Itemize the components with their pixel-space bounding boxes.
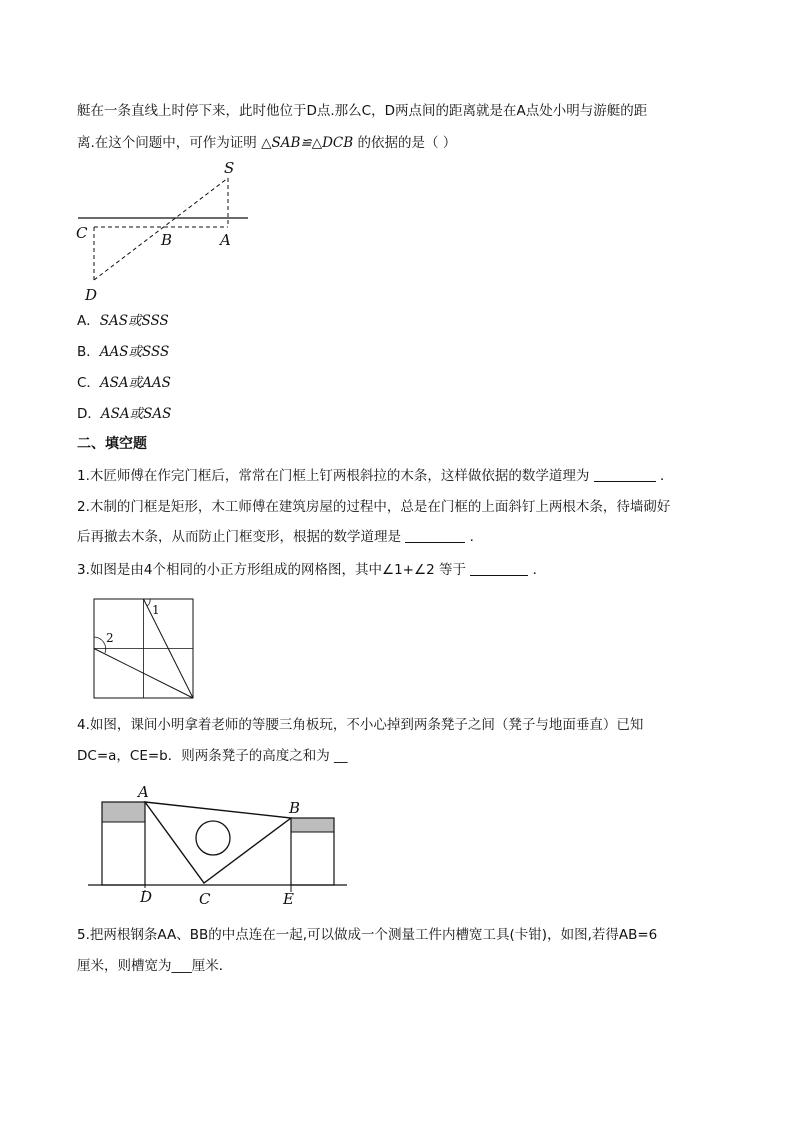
label-s: S <box>224 159 235 177</box>
question-3: 3.如图是由4个相同的小正方形组成的网格图，其中∠1+∠2 等于 ． <box>77 562 547 578</box>
segment-ds <box>94 178 228 280</box>
question-2-line2: 后再撤去木条，从而防止门框变形，根据的数学道理是 ． <box>77 529 484 545</box>
question-5-line1: 5.把两根钢条AA、BB的中点连在一起,可以做成一个测量工件内槽宽工具(卡钳)，如图,若得AB=6 <box>77 927 658 943</box>
triangle-board <box>145 802 291 883</box>
answer-blank-1 <box>594 467 656 482</box>
angle-2-arc <box>94 637 106 653</box>
question-5-line2: 厘米，则槽宽为___厘米． <box>77 958 233 974</box>
label-b: B <box>161 231 173 249</box>
angle-label-1: 1 <box>152 603 160 617</box>
angle-1-arc <box>147 599 150 606</box>
intro-text-post: 的依据的是（ ） <box>357 135 457 151</box>
answer-blank-2 <box>405 528 465 543</box>
question-4-line2: DC=a，CE=b．则两条凳子的高度之和为 __ <box>77 748 348 764</box>
figure-stools <box>85 780 355 910</box>
label-a: A <box>138 783 149 801</box>
option-c: C．ASA或AAS <box>77 375 171 391</box>
label-d: D <box>85 286 98 304</box>
label-c: C <box>199 890 211 908</box>
question-2-line1: 2.木制的门框是矩形，木工师傅在建筑房屋的过程中，总是在门框的上面斜钉上两根木条，待墙砌好 <box>77 499 671 515</box>
option-a: A．SAS或SSS <box>77 313 169 329</box>
stool-left-seat <box>102 802 145 822</box>
question-4-line1: 4.如图，课间小明拿着老师的等腰三角板玩，不小心掉到两条凳子之间（凳子与地面垂直）已知 <box>77 717 644 733</box>
question-intro-line1: 艇在一条直线上时停下来，此时他位于D点.那么C，D两点间的距离就是在A点处小明与游艇的距 <box>77 103 648 119</box>
question-1: 1.木匠师傅在作完门框后，常常在门框上钉两根斜拉的木条，这样做依据的数学道理为 ． <box>77 468 674 484</box>
section-title: 二、填空题 <box>77 436 147 452</box>
label-c: C <box>76 224 88 242</box>
answer-blank-3 <box>470 561 528 576</box>
triangle-hole <box>196 821 230 855</box>
label-e: E <box>283 890 294 908</box>
congruence-expression: △SAB≌△DCB <box>261 135 354 151</box>
stool-right-seat <box>291 818 334 832</box>
option-d: D．ASA或SAS <box>77 406 172 422</box>
label-d: D <box>140 888 153 906</box>
label-a: A <box>220 231 231 249</box>
angle-label-2: 2 <box>106 631 114 645</box>
option-b: B．AAS或SSS <box>77 344 170 360</box>
figure-river-distance <box>70 155 260 305</box>
label-b: B <box>289 799 301 817</box>
figure-grid <box>90 595 200 705</box>
intro-text-pre: 离.在这个问题中，可作为证明 <box>77 135 257 151</box>
question-intro-line2 <box>77 133 724 153</box>
